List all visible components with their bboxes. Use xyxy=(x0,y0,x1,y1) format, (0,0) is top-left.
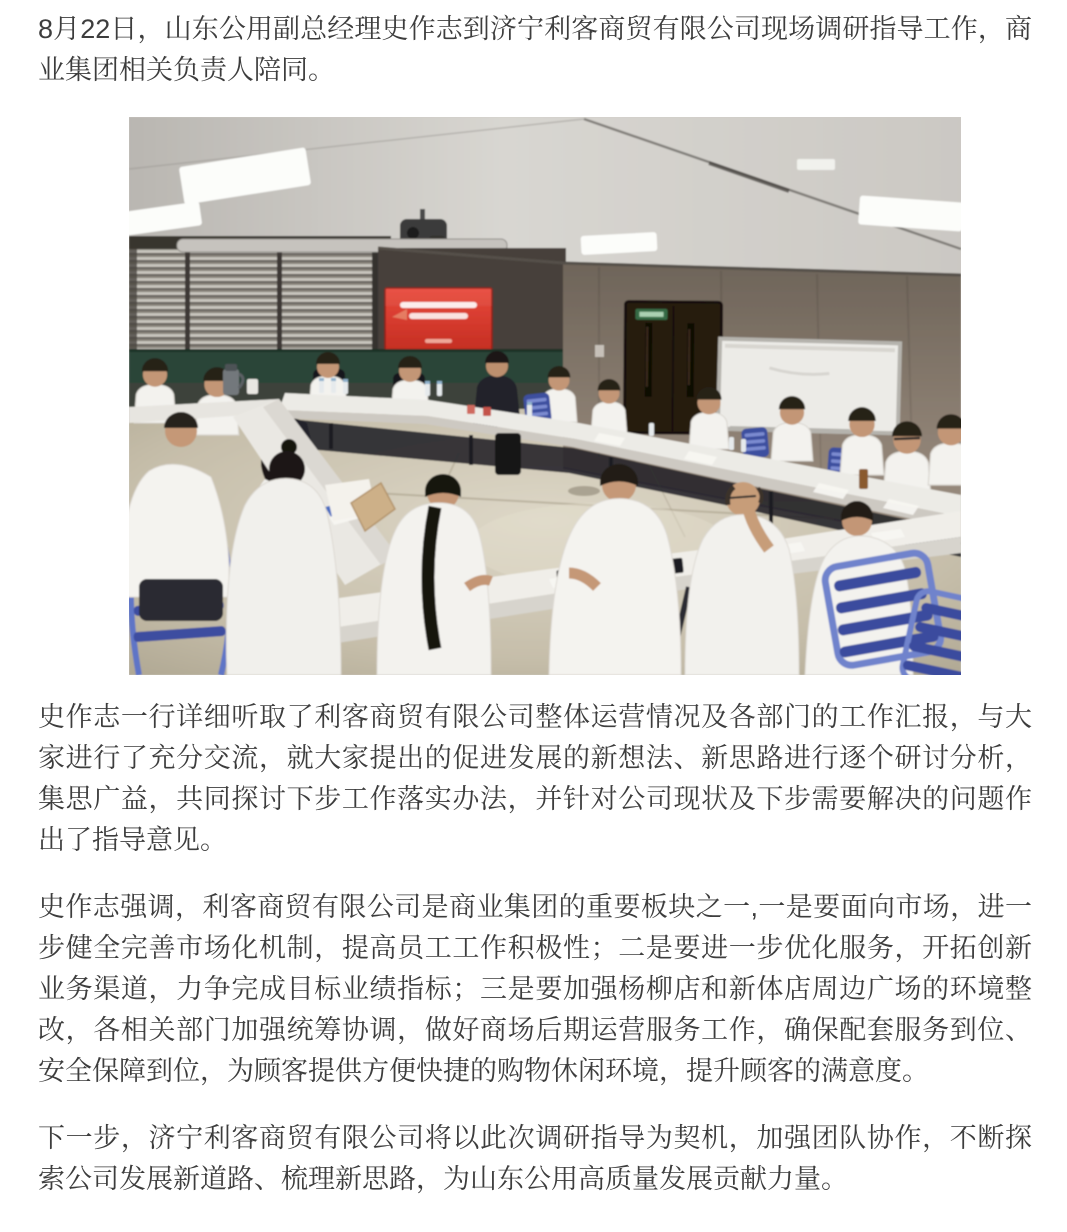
paragraph-intro: 8月22日，山东公用副总经理史作志到济宁利客商贸有限公司现场调研指导工作，商业集团相关负责人陪同。 xyxy=(38,14,1032,85)
meeting-photo-scene xyxy=(129,117,961,675)
paragraph-next-step: 下一步，济宁利客商贸有限公司将以此次调研指导为契机，加强团队协作，不断探索公司发展新道路、梳理新思路，为山东公用高质量发展贡献力量。 xyxy=(38,1123,1032,1194)
paragraph-report: 史作志一行详细听取了利客商贸有限公司整体运营情况及各部门的工作汇报，与大家进行了充分交流，就大家提出的促进发展的新想法、新思路进行逐个研讨分析，集思广益，共同探讨下步工作落实办法，并针对公司现状及下步需要解决的问题作出了指导意见。 xyxy=(38,702,1032,855)
wall-switch xyxy=(595,345,604,357)
paragraph-emphasis: 史作志强调，利客商贸有限公司是商业集团的重要板块之一,一是要面向市场，进一步健全完善市场化机制，提高员工工作积极性；二是要进一步优化服务，开拓创新业务渠道，力争完成目标业绩指标；三是要加强杨柳店和新体店周边广场的环境整改，各相关部门加强统筹协调，做好商场后期运营服务工作，确保配套服务到位、安全保障到位，为顾客提供方便快捷的购物休闲环境，提升顾客的满意度。 xyxy=(38,892,1032,1086)
meeting-photo xyxy=(129,117,961,675)
brown-bottle xyxy=(859,469,868,489)
